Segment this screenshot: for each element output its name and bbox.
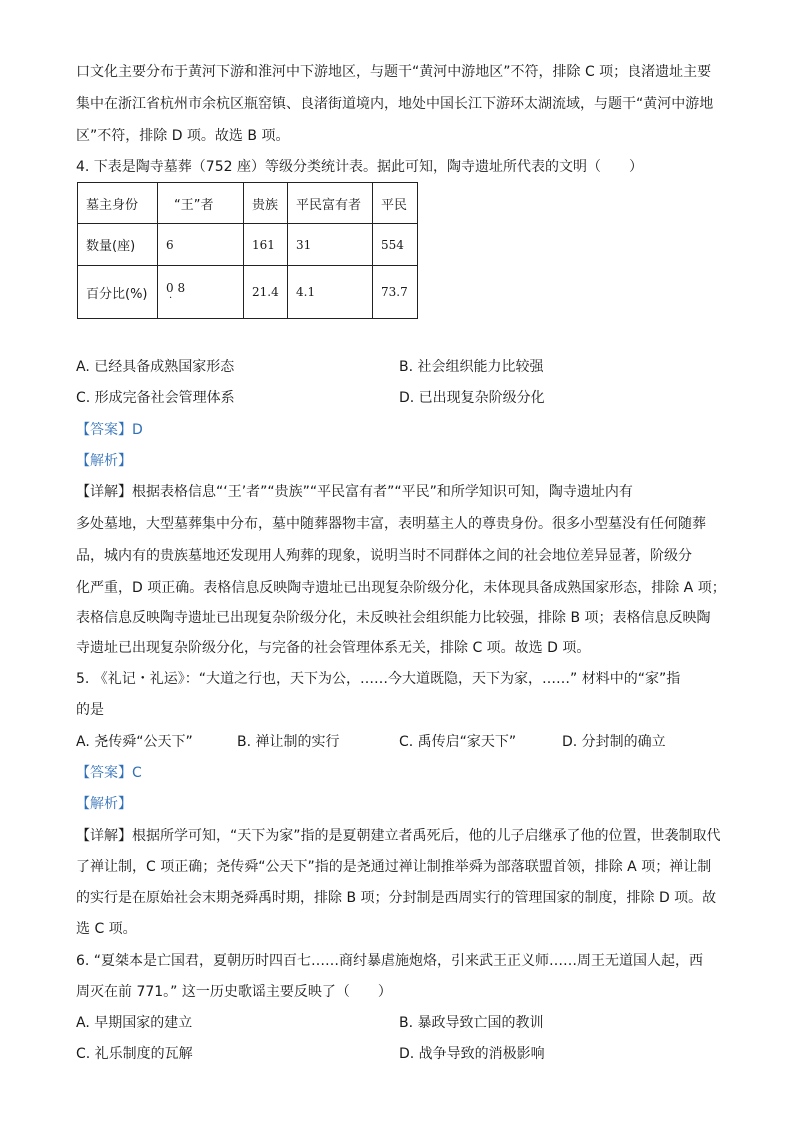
continuation-line-1: 口文化主要分布于黄河下游和淮河中下游地区，与题干“黄河中游地区”不符，排除 C 项；良渚遗址主要 [76, 64, 712, 80]
q5-detail-line-3: 的实行是在原始社会末期尧舜禹时期，排除 B 项；分封制是西周实行的管理国家的制度，排除 D 项。故 [76, 890, 717, 906]
percent-rich-commoner: 4.1 [288, 266, 373, 319]
q5-option-a: A. 尧传舜“公天下” [76, 734, 193, 750]
count-king: 6 [158, 224, 244, 266]
header-cell-identity: 墓主身份 [78, 183, 158, 224]
table-row [78, 266, 418, 319]
q4-option-d: D. 已出现复杂阶级分化 [399, 390, 545, 406]
percent-noble: 21.4 [244, 266, 288, 319]
q6-stem-line-1: 6. “夏桀本是亡国君，夏朝历时四百七……商纣暴虐施炮烙，引来武王正义师……周王无道国人起，西 [76, 953, 704, 969]
q4-detail-line-4: 化严重，D 项正确。表格信息反映陶寺遗址已出现复杂阶级分化，未体现具备成熟国家形态，排除 A 项； [76, 580, 726, 596]
q5-detail-line-2: 了禅让制，C 项正确；尧传舜“公天下”指的是尧通过禅让制推举舜为部落联盟首领，排除 A 项；禅让制 [76, 859, 712, 875]
q4-detail-line-2: 多处墓地，大型墓葬集中分布，墓中随葬器物丰富，表明墓主人的尊贵身份。很多小型墓没有任何随葬 [76, 516, 706, 532]
header-cell-commoner: 平民 [373, 183, 418, 224]
header-cell-king: “王”者 [158, 183, 244, 224]
q5-option-c: C. 禹传启“家天下” [399, 734, 517, 750]
q4-detail-line-5: 表格信息反映陶寺遗址已出现复杂阶级分化，未反映社会组织能力比较强，排除 B 项；表格信息反映陶 [76, 610, 711, 626]
q5-answer: 【答案】C [76, 765, 142, 781]
q6-stem-line-2: 周灭在前 771。” 这一历史歌谣主要反映了（ ） [76, 984, 392, 1000]
q5-stem-line-2: 的是 [76, 702, 104, 718]
q5-option-d: D. 分封制的确立 [562, 734, 666, 750]
q6-option-b: B. 暴政导致亡国的教训 [399, 1015, 544, 1031]
q5-detail-line-1: 【详解】根据所学可知，“天下为家”指的是夏朝建立者禹死后，他的儿子启继承了他的位置，世袭制取代 [76, 828, 721, 844]
continuation-line-2: 集中在浙江省杭州市余杭区瓶窑镇、良渚街道境内，地处中国长江下游环太湖流域，与题干“黄河中游地 [76, 96, 714, 112]
q5-option-b: B. 禅让制的实行 [237, 734, 340, 750]
row-label-count: 数量(座) [78, 224, 158, 266]
q4-detail-line-3: 品，城内有的贵族墓地还发现用人殉葬的现象，说明当时不同群体之间的社会地位差异显著，阶级分 [76, 548, 692, 564]
percent-king-dot: · [169, 292, 173, 304]
q6-option-c: C. 礼乐制度的瓦解 [76, 1046, 193, 1062]
q4-answer: 【答案】D [76, 422, 143, 438]
count-noble: 161 [244, 224, 288, 266]
q4-grade-table [77, 182, 418, 319]
q6-option-d: D. 战争导致的消极影响 [399, 1046, 545, 1062]
continuation-line-3: 区”不符，排除 D 项。故选 B 项。 [76, 128, 290, 144]
q4-detail-line-6: 寺遗址已出现复杂阶级分化，与完备的社会管理体系无关，排除 C 项。故选 D 项。 [76, 640, 591, 656]
row-label-percent: 百分比(%) [78, 266, 158, 319]
q4-analysis-label: 【解析】 [76, 453, 132, 469]
q5-detail-line-4: 选 C 项。 [76, 921, 137, 937]
q4-detail-line-1: 【详解】根据表格信息“‘王’者”“贵族”“平民富有者”“平民”和所学知识可知，陶寺遗址内有 [76, 484, 633, 500]
count-rich-commoner: 31 [288, 224, 373, 266]
table-header-row [78, 183, 418, 224]
q4-stem: 4. 下表是陶寺墓葬（752 座）等级分类统计表。据此可知，陶寺遗址所代表的文明（ ） [76, 159, 643, 175]
q4-option-b: B. 社会组织能力比较强 [399, 359, 544, 375]
table-row [78, 224, 418, 266]
header-cell-noble: 贵族 [244, 183, 288, 224]
percent-commoner: 73.7 [373, 266, 418, 319]
q4-option-c: C. 形成完备社会管理体系 [76, 390, 235, 406]
q6-option-a: A. 早期国家的建立 [76, 1015, 193, 1031]
percent-king: 0 8 [166, 280, 186, 295]
q5-analysis-label: 【解析】 [76, 796, 132, 812]
q4-option-a: A. 已经具备成熟国家形态 [76, 359, 235, 375]
count-commoner: 554 [373, 224, 418, 266]
q5-stem-line-1: 5. 《礼记・礼运》：“大道之行也，天下为公，……今大道既隐，天下为家，……” 材料中的“家”指 [76, 671, 681, 687]
percent-king-cell [158, 266, 244, 319]
header-cell-rich-commoner: 平民富有者 [288, 183, 373, 224]
